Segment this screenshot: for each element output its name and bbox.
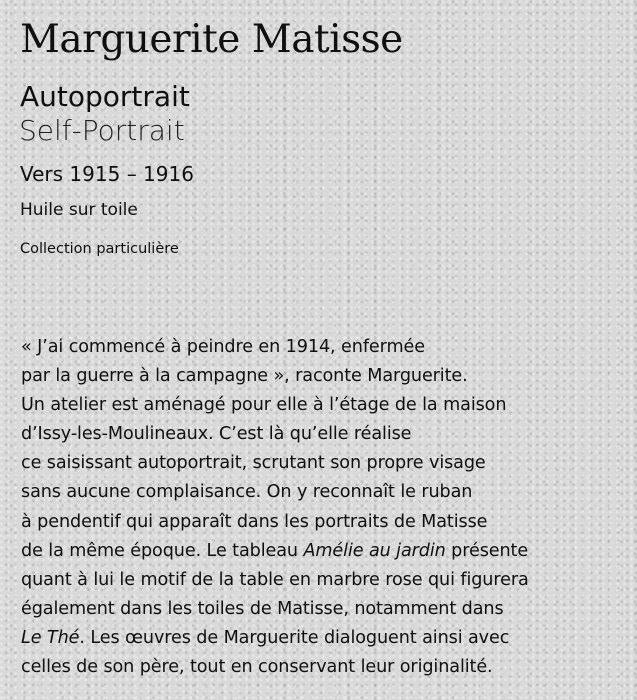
artwork-reference-le-the: Le Thé <box>21 627 80 648</box>
description-text: présente <box>445 540 529 561</box>
artwork-title-french: Autoportrait <box>20 80 190 113</box>
description-line <box>21 537 631 566</box>
description-line: par la guerre à la campagne », raconte Marguerite. <box>21 366 468 387</box>
artwork-reference-amelie-au-jardin: Amélie au jardin <box>303 540 446 561</box>
description-text: de la même époque. Le tableau <box>21 540 304 561</box>
description-text: . Les œuvres de Marguerite dialoguent ainsi avec <box>79 627 510 648</box>
description-line: sans aucune complaisance. On y reconnaît le ruban <box>21 482 473 503</box>
description-line <box>21 624 631 653</box>
description-line: d’Issy-les-Moulineaux. C’est là qu’elle réalise <box>21 424 412 445</box>
description-line: ce saisissant autoportrait, scrutant son propre visage <box>21 453 486 474</box>
artwork-title-english: Self-Portrait <box>19 114 185 147</box>
artwork-collection: Collection particulière <box>20 241 179 257</box>
description-line: « J’ai commencé à peindre en 1914, enfermée <box>21 337 425 357</box>
artwork-medium: Huile sur toile <box>20 200 138 220</box>
description-line: celles de son père, tout en conservant leur originalité. <box>21 657 493 678</box>
description-line: quant à lui le motif de la table en marbre rose qui figurera <box>21 569 529 590</box>
description-line: à pendentif qui apparaît dans les portraits de Matisse <box>21 511 488 532</box>
artist-name: Marguerite Matisse <box>20 17 403 62</box>
artwork-date: Vers 1915 – 1916 <box>20 162 194 186</box>
description-paragraph <box>21 333 631 682</box>
description-line: Un atelier est aménagé pour elle à l’étage de la maison <box>21 395 507 416</box>
description-line: également dans les toiles de Matisse, notamment dans <box>21 598 504 619</box>
